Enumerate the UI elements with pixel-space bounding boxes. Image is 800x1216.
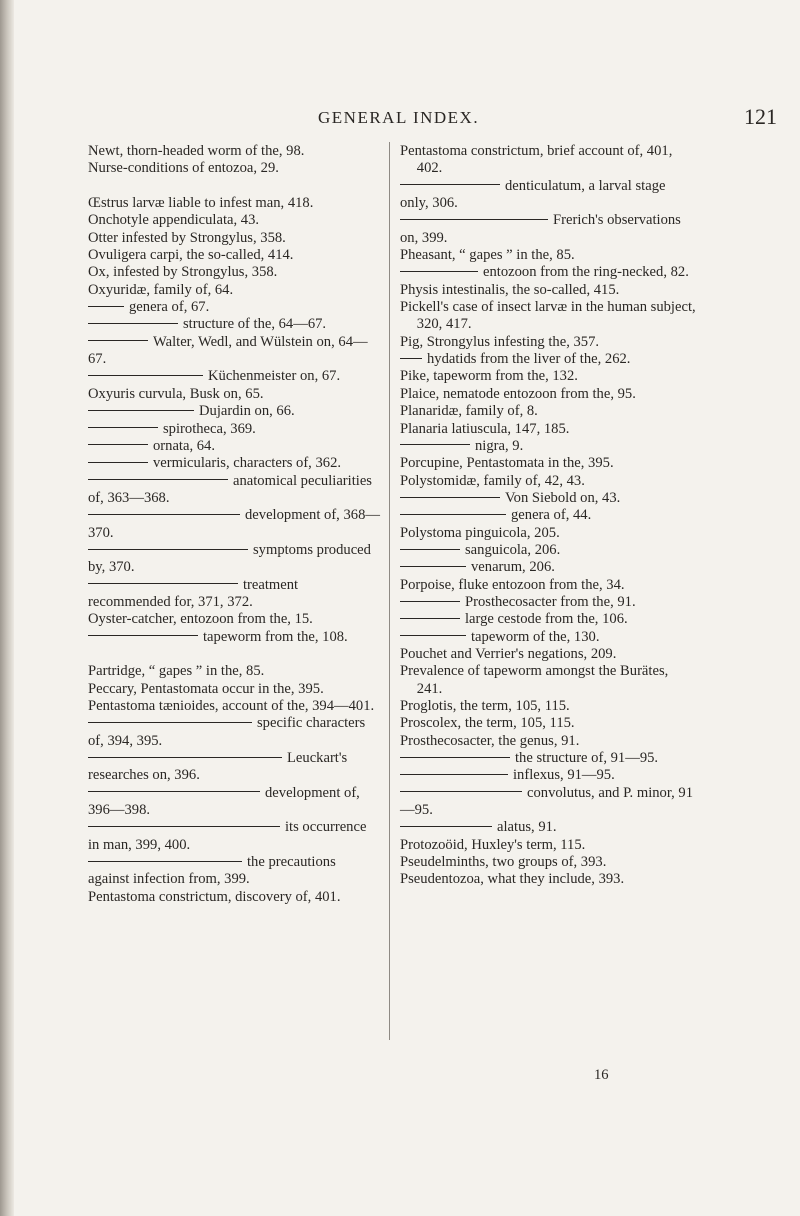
signature-number: 16: [594, 1067, 609, 1083]
ditto-rule: [88, 722, 252, 723]
index-entry: [400, 715, 696, 732]
index-entry-text: treatment recommended for, 371, 372.: [88, 576, 299, 610]
ditto-rule: [400, 219, 548, 220]
index-entry: [88, 195, 380, 212]
index-entry-text: sanguicola, 206.: [465, 541, 561, 558]
index-entry-text: Pickell's case of insect larvæ in the human subject, 320, 417.: [400, 299, 696, 333]
index-entry-text: nigra, 9.: [475, 437, 524, 454]
ditto-rule: [400, 618, 460, 619]
ditto-rule: [88, 306, 124, 307]
index-entry: [400, 212, 696, 247]
index-entry-text: Pentastoma tænioides, account of the, 394—401.: [88, 698, 375, 714]
index-entry: [88, 629, 380, 646]
index-entry: [400, 438, 696, 455]
index-entry: [88, 334, 380, 369]
index-entry: [400, 143, 696, 178]
index-entry-text: development of, 396—398.: [88, 784, 360, 819]
index-entry-text: Newt, thorn-headed worm of the, 98.: [88, 143, 305, 159]
index-entry-text: Onchotyle appendiculata, 43.: [88, 212, 260, 229]
index-entry-text: Otter infested by Strongylus, 358.: [88, 229, 286, 246]
ditto-rule: [88, 826, 280, 827]
page-number: 121: [744, 104, 777, 129]
index-entry-text: the precautions against infection from, 399.: [88, 854, 336, 888]
index-entry: [88, 611, 380, 628]
index-entry: [88, 455, 380, 472]
index-entry: [88, 421, 380, 438]
index-entry-text: alatus, 91.: [497, 819, 557, 836]
index-entry: [88, 473, 380, 508]
page-spine-shadow: [0, 0, 14, 1216]
ditto-rule: [400, 184, 500, 185]
ditto-rule: [400, 514, 506, 515]
ditto-rule: [88, 410, 194, 411]
ditto-rule: [88, 444, 148, 445]
index-entry-text: denticulatum, a larval stage only, 306.: [400, 177, 666, 212]
index-entry-text: specific characters of, 394, 395.: [88, 715, 366, 749]
index-entry-text: ornata, 64.: [153, 437, 216, 454]
index-entry: [88, 230, 380, 247]
index-entry-text: Pentastoma constrictum, brief account of, 401, 402.: [400, 143, 673, 177]
index-entry-text: entozoon from the ring-necked, 82.: [483, 264, 689, 281]
index-entry: [88, 854, 380, 889]
index-entry: [400, 368, 696, 385]
index-entry: [88, 889, 380, 906]
index-entry-text: inflexus, 91—95.: [513, 767, 615, 784]
ditto-rule: [88, 462, 148, 463]
index-entry-text: Peccary, Pentastomata occur in the, 395.: [88, 680, 324, 697]
index-entry: [400, 334, 696, 351]
index-entry-text: hydatids from the liver of the, 262.: [427, 351, 631, 368]
index-entry: [400, 264, 696, 281]
index-entry: [400, 455, 696, 472]
index-entry: [400, 594, 696, 611]
index-entry-text: Dujardin on, 66.: [199, 403, 295, 420]
index-entry: [400, 629, 696, 646]
index-entry-text: genera of, 67.: [129, 299, 210, 316]
index-entry-text: Pike, tapeworm from the, 132.: [400, 368, 578, 385]
index-entry: [400, 490, 696, 507]
index-entry: [88, 750, 380, 785]
index-entry-text: the structure of, 91—95.: [515, 750, 659, 767]
index-entry: [400, 351, 696, 368]
ditto-rule: [400, 635, 466, 636]
ditto-rule: [88, 635, 198, 636]
ditto-rule: [400, 444, 470, 445]
column-divider: [389, 142, 390, 1040]
index-entry: [88, 663, 380, 680]
index-entry: [400, 698, 696, 715]
index-entry: [88, 785, 380, 820]
index-entry: [88, 577, 380, 612]
index-entry: [88, 681, 380, 698]
index-entry-text: its occurrence in man, 399, 400.: [88, 819, 367, 853]
index-column-right: [400, 143, 696, 889]
index-entry: [400, 507, 696, 524]
index-entry-text: Prevalence of tapeworm amongst the Burätes, 241.: [400, 663, 669, 697]
index-entry-text: Proglotis, the term, 105, 115.: [400, 698, 570, 714]
index-entry-text: Polystomidæ, family of, 42, 43.: [400, 472, 585, 489]
ditto-rule: [88, 340, 148, 341]
index-entry: [400, 611, 696, 628]
index-entry-text: Leuckart's researches on, 396.: [88, 750, 348, 784]
index-entry-text: vermicularis, characters of, 362.: [153, 455, 342, 472]
index-entry-text: tapeworm from the, 108.: [203, 628, 348, 645]
index-entry: [400, 646, 696, 663]
index-entry: [400, 767, 696, 784]
index-entry: [400, 837, 696, 854]
ditto-rule: [88, 549, 248, 550]
index-entry: [88, 160, 380, 177]
index-entry-text: symptoms produced by, 370.: [88, 541, 371, 576]
index-entry: [400, 421, 696, 438]
index-entry: [400, 750, 696, 767]
index-entry: [400, 559, 696, 576]
index-entry-text: Oxyuridæ, family of, 64.: [88, 281, 234, 298]
index-entry-text: Protozoöid, Huxley's term, 115.: [400, 836, 586, 853]
ditto-rule: [400, 566, 466, 567]
index-entry: [400, 299, 696, 334]
index-entry-text: structure of the, 64—67.: [183, 316, 327, 333]
index-entry: [88, 715, 380, 750]
ditto-rule: [88, 583, 238, 584]
index-entry-text: Planaria latiuscula, 147, 185.: [400, 420, 570, 437]
index-entry-text: Walter, Wedl, and Wülstein on, 64—67.: [88, 333, 368, 368]
ditto-rule: [88, 479, 228, 480]
ditto-rule: [88, 427, 158, 428]
ditto-rule: [400, 549, 460, 550]
ditto-rule: [400, 757, 510, 758]
index-entry-text: Oxyuris curvula, Busk on, 65.: [88, 385, 264, 402]
index-column-left: [88, 143, 380, 906]
index-entry: [400, 247, 696, 264]
index-entry-text: large cestode from the, 106.: [465, 611, 628, 628]
index-entry: [88, 542, 380, 577]
index-entry: [400, 178, 696, 213]
index-entry: [88, 299, 380, 316]
index-entry-text: venarum, 206.: [471, 559, 555, 576]
index-entry: [400, 733, 696, 750]
index-entry-text: Proscolex, the term, 105, 115.: [400, 715, 575, 732]
index-entry-text: Pouchet and Verrier's negations, 209.: [400, 645, 617, 662]
index-entry-text: Von Siebold on, 43.: [505, 489, 621, 506]
index-entry-text: Pig, Strongylus infesting the, 357.: [400, 333, 600, 350]
index-entry-text: Pseudentozoa, what they include, 393.: [400, 871, 625, 888]
index-entry-text: anatomical peculiarities of, 363—368.: [88, 472, 372, 506]
index-entry-text: Polystoma pinguicola, 205.: [400, 524, 560, 541]
index-entry-text: Prosthecosacter from the, 91.: [465, 593, 636, 610]
index-entry-text: genera of, 44.: [511, 507, 592, 524]
index-entry: [88, 507, 380, 542]
index-entry-text: Ox, infested by Strongylus, 358.: [88, 264, 278, 281]
index-entry-text: spirotheca, 369.: [163, 420, 256, 437]
ditto-rule: [88, 514, 240, 515]
index-entry-text: Porcupine, Pentastomata in the, 395.: [400, 455, 614, 472]
index-entry: [88, 698, 380, 715]
ditto-rule: [400, 791, 522, 792]
index-entry: [400, 525, 696, 542]
index-entry-text: Küchenmeister on, 67.: [208, 368, 341, 385]
index-entry: [88, 386, 380, 403]
index-entry: [88, 212, 380, 229]
index-entry-text: Nurse-conditions of entozoa, 29.: [88, 160, 279, 177]
ditto-rule: [88, 323, 178, 324]
ditto-rule: [400, 358, 422, 359]
index-entry: [88, 368, 380, 385]
ditto-rule: [88, 757, 282, 758]
index-entry: [400, 386, 696, 403]
index-entry: [88, 247, 380, 264]
index-entry: [400, 785, 696, 820]
ditto-rule: [400, 601, 460, 602]
index-entry-text: Planaridæ, family of, 8.: [400, 403, 538, 420]
index-entry-text: development of, 368—370.: [88, 507, 380, 541]
index-entry: [400, 577, 696, 594]
index-entry-text: Physis intestinalis, the so-called, 415.: [400, 281, 620, 298]
index-entry: [400, 282, 696, 299]
index-entry: [400, 854, 696, 871]
index-entry-text: Ovuligera carpi, the so-called, 414.: [88, 247, 294, 264]
index-entry-text: Pentastoma constrictum, discovery of, 401.: [88, 888, 341, 905]
running-head: GENERAL INDEX.: [318, 108, 480, 127]
ditto-rule: [88, 791, 260, 792]
ditto-rule: [400, 497, 500, 498]
index-entry: [88, 282, 380, 299]
index-entry: [400, 871, 696, 888]
index-entry-text: Plaice, nematode entozoon from the, 95.: [400, 385, 636, 402]
index-entry: [400, 403, 696, 420]
index-entry-text: convolutus, and P. minor, 91—95.: [400, 784, 694, 819]
index-entry-text: tapeworm of the, 130.: [471, 628, 600, 645]
ditto-rule: [88, 861, 242, 862]
index-entry: [88, 819, 380, 854]
index-entry: [88, 316, 380, 333]
ditto-rule: [400, 826, 492, 827]
ditto-rule: [88, 375, 203, 376]
ditto-rule: [400, 271, 478, 272]
index-entry-text: Prosthecosacter, the genus, 91.: [400, 732, 580, 749]
index-entry: [88, 264, 380, 281]
ditto-rule: [400, 774, 508, 775]
index-entry-text: Frerich's observations on, 399.: [400, 212, 681, 246]
index-entry: [88, 143, 380, 160]
index-entry: [88, 438, 380, 455]
index-entry: [400, 819, 696, 836]
index-entry: [400, 663, 696, 698]
index-entry-text: Porpoise, fluke entozoon from the, 34.: [400, 576, 625, 593]
index-entry-text: Partridge, “ gapes ” in the, 85.: [88, 663, 265, 680]
index-entry: [88, 403, 380, 420]
index-entry: [400, 542, 696, 559]
index-entry-text: Pseudelminths, two groups of, 393.: [400, 854, 607, 871]
index-entry-text: Œstrus larvæ liable to infest man, 418.: [88, 195, 314, 212]
index-entry-text: Oyster-catcher, entozoon from the, 15.: [88, 611, 313, 628]
page-header: [0, 104, 800, 134]
index-entry-text: Pheasant, “ gapes ” in the, 85.: [400, 247, 575, 264]
index-entry: [400, 473, 696, 490]
